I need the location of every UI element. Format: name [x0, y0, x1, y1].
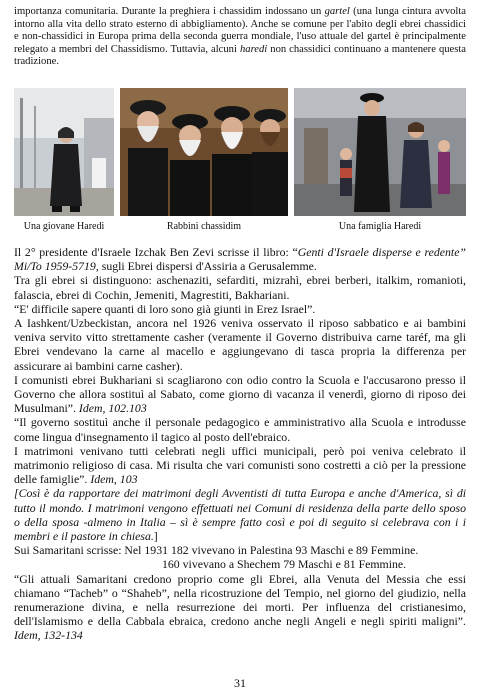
paragraph-marriages: I matrimoni venivano tutti celebrati negli uffici municipali, però poi veniva celebrato il matrimonio religioso di casa. Mi risulta che vari comunisti sono costretti a ciò per la pressione delle famiglie”. Idem, 103 [14, 443, 466, 487]
photo-young-haredi [14, 88, 114, 216]
paragraph-adventists: [Così è da rapportare dei matrimoni degli Avventisti di tutta Europa e anche d'America, sì di tutto il mondo. I matrimoni vengono effettuati nei Comuni di residenza della parte dello sposo o della sposa -almeno in Italia – sì è sempre fatto così e poi di seguito si celebrava con i i membri e il pastore in chiesa.] [14, 486, 466, 544]
paragraph-shechem: 160 vivevano a Shechem 79 Maschi e 81 Femmine. [162, 557, 407, 572]
paragraph-government: “Il governo sostituì anche il personale pedagogico e amministrativo alla Scuola e introdusse come lingua d'insegnamento il tagico al posto dell'ebraico. [14, 415, 466, 444]
body-text [14, 245, 466, 643]
paragraph-samaritan-beliefs: “Gli attuali Samaritani credono proprio come gli Ebrei, alla Venuta del Messia che essi chiamano “Tacheb” o “Shaheb”, nella ricostruzione del Tempio, nel giorno del giudizio, nella renumerazione divina, e nella resurrezione dei morti. Per influenza del cristianesimo, dell'Islamismo e della Cabbala ebraica, credono anche negli Angeli e negli spiriti maligni”. Idem, 132-134 [14, 571, 466, 643]
paragraph-erez-israel: “E' difficile sapere quanti di loro sono già giunti in Erez Israel”. [14, 301, 316, 316]
caption-center: Rabbini chassidim [166, 221, 242, 232]
paragraph-groups: Tra gli ebrei si distinguono: aschenaziti, sefarditi, mizrahì, ebrei berberi, italkim, romanioti, falascia, ebrei di Cochin, Jemeniti, Magrestiti, Bakhariani. [14, 273, 466, 302]
page-number: 31 [234, 676, 246, 690]
caption-right: Una famiglia Haredi [338, 221, 422, 232]
intro-text-1: importanza comunitaria. Durante la preghiera i chassidim indossano un [14, 6, 322, 17]
photo-hasidic-rabbis [120, 88, 288, 216]
photo-haredi-family [294, 88, 466, 216]
term-haredi: haredi [239, 43, 268, 55]
intro-paragraph [14, 6, 466, 69]
intro-text-2: (una lunga cintura avvolta intorno alla vita dello strato esterno di abbigliamento). Anche se comune per l'abito degli ebrei chassidici e non-chassidici in Europa prima della seconda guerra mondiale, l'uso attuale del gartel è principalmente relegato a membri del Chassidismo. Tuttavia, alcuni [14, 6, 466, 55]
paragraph-bukharian: I comunisti ebrei Bukhariani si scagliarono con odio contro la Scuola e l'accusarono presso il Governo che allora sostituì al Sabato, come giorno di vacanza il venerdì, giorno di riposo dei Musulmani”. Idem, 102.103 [14, 372, 466, 416]
term-gartel: gartel [324, 6, 350, 17]
paragraph-samaritans: Sui Samaritani scrisse: Nel 1931 182 vivevano in Palestina 93 Maschi e 89 Femmine. [14, 543, 419, 558]
caption-left: Una giovane Haredi [23, 221, 105, 232]
intro-text-3: non chassidici continuano a mantenere questa tradizione. [14, 43, 467, 68]
photo-strip [14, 88, 466, 216]
paragraph-tashkent: A Iashkent/Uzbeckistan, ancora nel 1926 veniva osservato il riposo sabbatico e ai bambini veniva servito vitto strettamente casher (veramente il Governo distribuiva carne taréf, ma gli Ebrei vendevano la carne al macello e aggiungevano di tasca propria la differenza per assicurare ai bambini carne casher). [14, 316, 466, 373]
paragraph-ben-zevi: Il 2° presidente d'Israele Izchak Ben Zevi scrisse il libro: “Genti d'Israele disperse e redente” Mi/To 1959-5719, sugli Ebrei dispersi d'Assiria a Gerusalemme. [14, 245, 466, 274]
